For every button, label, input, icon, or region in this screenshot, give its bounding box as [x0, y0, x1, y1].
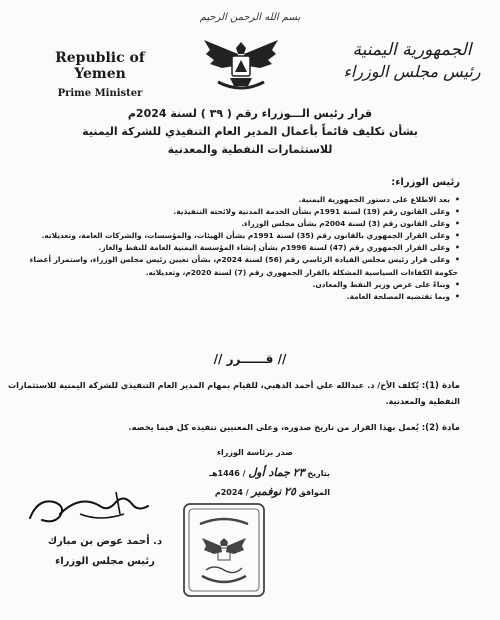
recital-item: • وبما تقتضيه المصلحة العامة.	[30, 291, 460, 303]
greeting: رئيس الوزراء:	[391, 177, 460, 188]
hijri-date	[150, 464, 330, 483]
decree-dates	[150, 464, 330, 502]
arabic-header	[342, 40, 482, 81]
gregorian-month: نوفمبر	[251, 485, 282, 498]
title-line-1: قرار رئيس الـــوزراء رقم ( ٣٩ ) لسنة 2024م	[127, 107, 373, 120]
hijri-year: / 1446هـ	[209, 469, 246, 478]
gregorian-day: ٢٥	[284, 485, 296, 498]
eagle-emblem-icon	[200, 34, 282, 96]
arabic-office-name: رئيس مجلس الوزراء	[343, 62, 481, 81]
recital-item: • وعلى القرار الجمهوري رقم (47) لسنة 1996م بشأن إنشاء المؤسسة اليمنية العامة للنفط والغاز.	[30, 242, 460, 254]
recitals-list	[30, 194, 460, 303]
recital-item: • بعد الاطلاع على دستور الجمهورية اليمنية.	[30, 194, 460, 206]
basmala: بسم الله الرحمن الرحيم	[199, 12, 301, 23]
signer-title: رئيس مجلس الوزراء	[55, 556, 155, 567]
gregorian-prefix: الموافق	[298, 488, 330, 497]
signer-name: د. أحمد عوض بن مبارك	[47, 536, 163, 547]
title-line-3: للاستثمارات النفطية والمعدنية	[167, 143, 333, 156]
article-label: مادة (2):	[421, 423, 460, 433]
hijri-prefix: بتاريخ	[307, 469, 330, 478]
decides-heading: // قــــــرر //	[213, 352, 287, 366]
title-line-2: بشأن تكليف قائماً بأعمال المدير العام التنفيذي للشركة اليمنية	[82, 125, 418, 138]
english-header	[30, 50, 170, 99]
recital-item: • وبناءً على عرض وزير النفط والمعادن.	[30, 279, 460, 291]
article-continuation: النفطية والمعدنية.	[385, 396, 460, 406]
arabic-country-name: الجمهورية اليمنية	[352, 40, 472, 60]
issued-at: صدر برئاسة الوزراء	[216, 448, 294, 457]
recital-item: • وعلى قرار رئيس مجلس القيادة الرئاسي رقم (56) لسنة 2024م، بشأن تعيين رئيس مجلس الوزراء، واستمرار أعضاء	[30, 254, 460, 266]
signer-block	[30, 532, 180, 572]
english-country-name: Republic of Yemen	[55, 50, 145, 82]
decree-title	[40, 105, 460, 159]
recital-item: • وعلى القرار الجمهوري بالقانون رقم (35) لسنة 1991م بشأن الهيئات، والمؤسسات، والشركات العامة، وتعديلاته.	[30, 230, 460, 242]
hijri-month: جماد أول	[248, 466, 290, 479]
official-seal-icon	[180, 500, 268, 600]
english-office-name: Prime Minister	[57, 88, 143, 99]
article-label: مادة (1):	[421, 381, 460, 391]
recital-item: • وعلى القانون رقم (3) لسنة 2004م بشأن مجلس الوزراء.	[30, 218, 460, 230]
recital-item-continuation: حكومة الكفاءات السياسية المشكلة بالقرار الجمهوري رقم (7) لسنة 2020م، وتعديلاته.	[145, 267, 458, 277]
article-text: يُعمل بهذا القرار من تاريخ صدوره، وعلى المعنيين تنفيذه كل فيما يخصه.	[128, 422, 419, 432]
article-text: يُكلف الأخ/ د. عبدالله علي أحمد الدهبي، للقيام بمهام المدير العام التنفيذي للشركة اليمنية للاستثمارات	[7, 380, 419, 390]
hijri-day: ٢٣	[292, 466, 305, 479]
handwritten-signature	[20, 484, 160, 534]
gregorian-year: / 2024م	[214, 488, 249, 497]
article-2	[30, 420, 460, 436]
article-1	[7, 378, 460, 409]
recital-item: • وعلى القانون رقم (19) لسنة 1991م بشأن الخدمة المدنية ولائحته التنفيذية.	[30, 206, 460, 218]
